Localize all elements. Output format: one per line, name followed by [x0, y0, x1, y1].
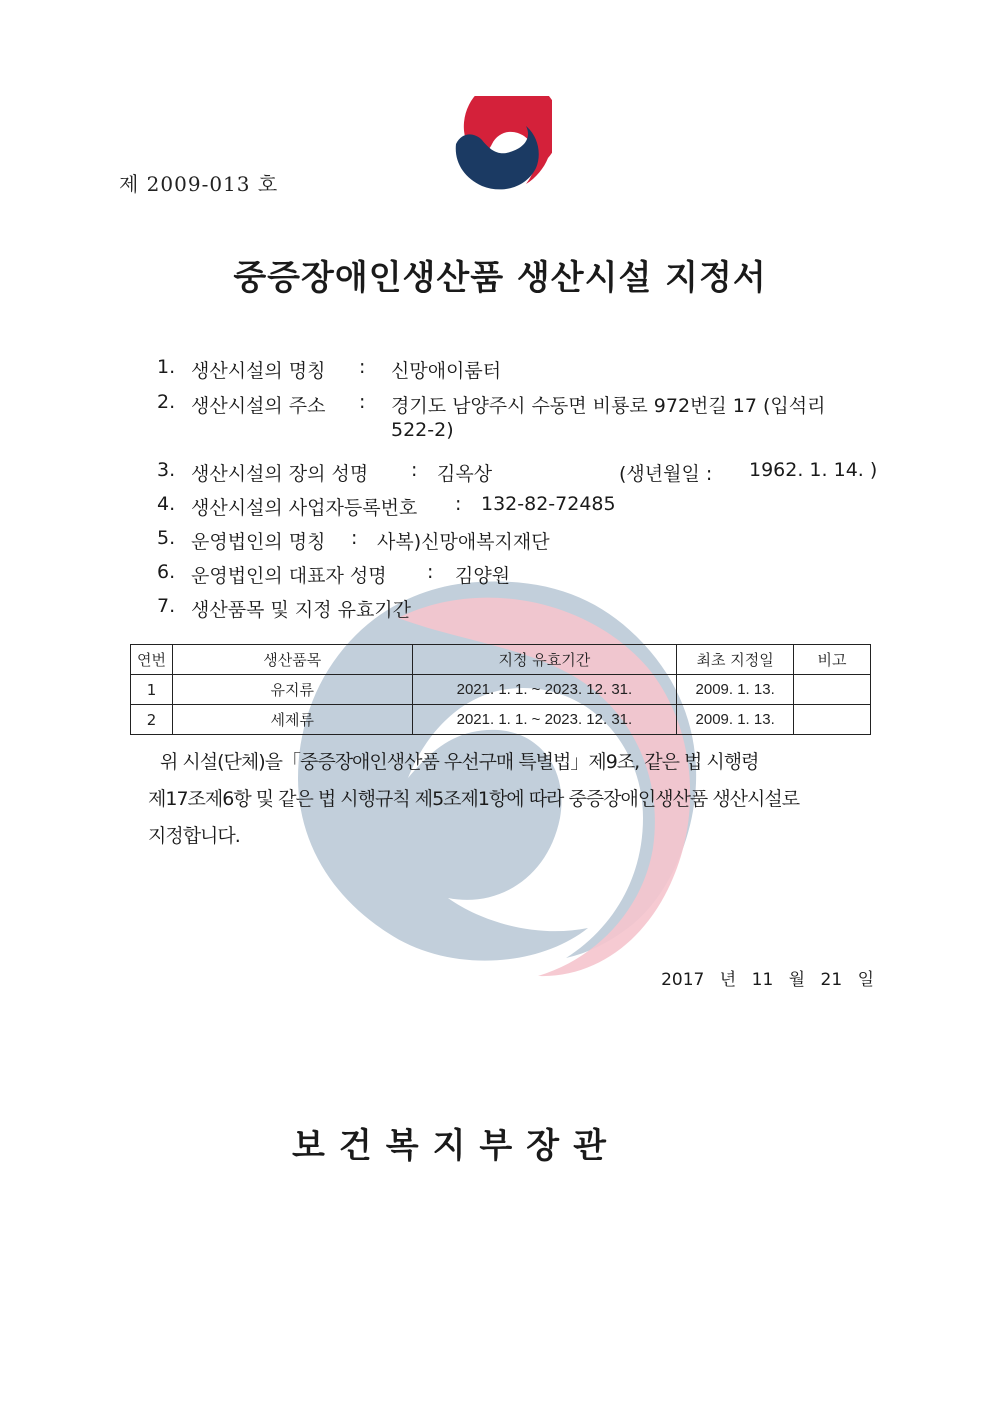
- item-label: 생산시설의 명칭: [191, 360, 326, 382]
- statement-line: 위 시설(단체)을「중증장애인생산품 우선구매 특별법」제9조, 같은 법 시행령: [160, 751, 759, 773]
- table-row: [131, 705, 871, 735]
- birthdate-value: 1962. 1. 14. ): [749, 459, 878, 481]
- cell-product: 세제류: [172, 705, 412, 735]
- header-period: 지정 유효기간: [412, 645, 677, 675]
- item-label: 생산시설의 주소: [191, 395, 326, 417]
- item-label: 운영법인의 명칭: [191, 531, 326, 553]
- item-value: 김옥상: [437, 463, 493, 485]
- cell-note: [794, 675, 871, 705]
- government-emblem-icon: [452, 96, 552, 196]
- item-number: 2.: [157, 391, 176, 413]
- item-number: 7.: [157, 595, 176, 617]
- header-product: 생산품목: [172, 645, 412, 675]
- cell-first-date: 2009. 1. 13.: [677, 705, 794, 735]
- item-label: 생산품목 및 지정 유효기간: [191, 599, 412, 621]
- item-colon: :: [359, 356, 366, 378]
- item-value: 경기도 남양주시 수동면 비룡로 972번길 17 (입석리: [391, 395, 826, 417]
- date-month: 11: [751, 970, 774, 990]
- cell-period: 2021. 1. 1. ~ 2023. 12. 31.: [412, 705, 677, 735]
- item-value: 신망애이룸터: [391, 360, 502, 382]
- date-year-unit: 년: [719, 970, 737, 990]
- header-note: 비고: [794, 645, 871, 675]
- issuer-signature: 보건복지부장관: [292, 1126, 620, 1166]
- item-label: 생산시설의 사업자등록번호: [191, 497, 418, 519]
- item-colon: :: [359, 391, 366, 413]
- item-value: 132-82-72485: [481, 493, 616, 515]
- document-number: 제 2009-013 호: [119, 172, 279, 196]
- item-number: 3.: [157, 459, 176, 481]
- header-first-date: 최초 지정일: [677, 645, 794, 675]
- item-value: 김양원: [455, 565, 511, 587]
- date-day: 21: [820, 970, 843, 990]
- statement-line: 지정합니다.: [148, 825, 240, 847]
- item-number: 4.: [157, 493, 176, 515]
- item-label: 운영법인의 대표자 성명: [191, 565, 387, 587]
- item-number: 5.: [157, 527, 176, 549]
- item-colon: :: [427, 561, 434, 583]
- item-value: 사복)신망애복지재단: [377, 531, 550, 553]
- cell-note: [794, 705, 871, 735]
- table-header-row: [131, 645, 871, 675]
- issue-date: [661, 965, 874, 990]
- item-colon: :: [411, 459, 418, 481]
- cell-first-date: 2009. 1. 13.: [677, 675, 794, 705]
- item-number: 1.: [157, 356, 176, 378]
- statement-line: 제17조제6항 및 같은 법 시행규칙 제5조제1항에 따라 중증장애인생산품 생산시설로: [148, 788, 800, 810]
- cell-period: 2021. 1. 1. ~ 2023. 12. 31.: [412, 675, 677, 705]
- cell-serial: 1: [131, 675, 173, 705]
- date-day-unit: 일: [857, 970, 874, 990]
- cell-serial: 2: [131, 705, 173, 735]
- date-year: 2017: [661, 970, 705, 990]
- item-label: 생산시설의 장의 성명: [191, 463, 369, 485]
- date-month-unit: 월: [788, 970, 806, 990]
- item-colon: :: [351, 527, 358, 549]
- birthdate-label: (생년월일 :: [619, 463, 713, 485]
- item-value-continued: 522-2): [391, 419, 454, 441]
- item-colon: :: [455, 493, 462, 515]
- item-number: 6.: [157, 561, 176, 583]
- cell-product: 유지류: [172, 675, 412, 705]
- designation-statement: [148, 744, 888, 855]
- header-serial: 연번: [131, 645, 173, 675]
- document-title: 중증장애인생산품 생산시설 지정서: [233, 258, 767, 298]
- products-table: [130, 644, 871, 735]
- table-row: [131, 675, 871, 705]
